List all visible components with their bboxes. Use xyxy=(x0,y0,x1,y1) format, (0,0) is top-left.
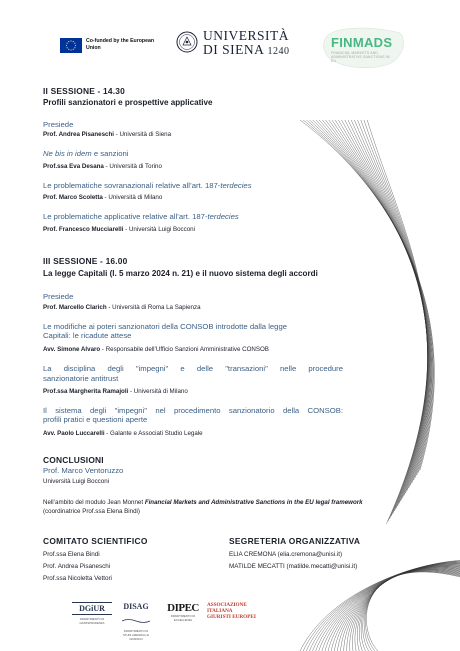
wave-line xyxy=(348,120,428,508)
wave-line xyxy=(322,564,460,651)
eu-star-icon xyxy=(73,41,74,42)
wave-line xyxy=(350,568,460,651)
wave-line xyxy=(322,120,430,488)
speaker-name: Prof.ssa Margherita Ramajoli xyxy=(43,388,129,395)
finmads-logo-title: FINMADS xyxy=(331,35,393,50)
session2-talk-3 xyxy=(43,212,239,221)
wave-line xyxy=(325,565,460,651)
conclusions-aff: Università Luigi Bocconi xyxy=(43,478,110,485)
eu-star-icon xyxy=(68,41,69,42)
wave-line xyxy=(363,571,460,651)
wave-line xyxy=(364,120,428,521)
siena-logo-text xyxy=(203,29,313,59)
wave-line xyxy=(316,120,431,483)
speaker-aff: - Università di Milano xyxy=(128,388,188,395)
session3-chair-name: Prof. Marcello Clarich xyxy=(43,304,107,311)
session2-title: Profili sanzionatori e prospettive applicative xyxy=(43,98,213,107)
talk-title-italic: terdecies xyxy=(220,181,252,190)
wave-line xyxy=(309,562,460,651)
committee-heading: COMITATO SCIENTIFICO xyxy=(43,536,148,546)
eu-star-icon xyxy=(70,40,71,41)
disag-logo xyxy=(120,602,152,641)
dgiur-logo-text: DGiUR xyxy=(72,602,112,615)
speaker-name: Avv. Simone Alvaro xyxy=(43,346,101,353)
eu-star-icon xyxy=(67,43,68,44)
wave-line xyxy=(332,120,429,496)
speaker-name: Avv. Paolo Luccarelli xyxy=(43,430,105,437)
session3-title: La legge Capitali (l. 5 marzo 2024 n. 21) e il nuovo sistema degli accordi xyxy=(43,269,318,278)
session2-talk-2 xyxy=(43,181,252,190)
session3-talk-2 xyxy=(43,364,343,373)
wave-line xyxy=(338,120,428,501)
disag-logo-sub: DIPARTIMENTO DI STUDI AZIENDALI E GIURIDICI xyxy=(122,629,150,641)
wave-line xyxy=(344,568,460,651)
session2-speaker-2 xyxy=(43,194,162,201)
session3-talk-2-line2: sanzionatorie antitrust xyxy=(43,374,119,383)
session2-speaker-3 xyxy=(43,226,195,233)
dipec-logo-text: DIPEC xyxy=(167,602,199,614)
session2-chair-label: Presiede xyxy=(43,120,74,129)
session3-talk-1 xyxy=(43,322,343,341)
secretariat-heading: SEGRETERIA ORGANIZZATIVA xyxy=(229,536,361,546)
speaker-aff: - Galante e Associati Studio Legale xyxy=(104,430,203,437)
aige-logo xyxy=(207,602,267,632)
wave-line xyxy=(313,120,432,480)
wave-line xyxy=(345,120,428,506)
talk-title-italic: terdecies xyxy=(207,212,239,221)
siena-seal-icon xyxy=(176,31,198,53)
aige-line2: ITALIANA xyxy=(207,608,233,614)
wave-line xyxy=(335,120,429,498)
wave-line xyxy=(359,570,460,651)
talk-title-italic: Ne bis in idem xyxy=(43,149,92,158)
speaker-aff: - Università Luigi Bocconi xyxy=(123,226,195,233)
wave-line xyxy=(306,561,460,651)
wave-line xyxy=(355,569,460,651)
eu-star-icon xyxy=(74,47,75,48)
wave-line xyxy=(319,564,460,651)
speaker-name: Prof.ssa Eva Desana xyxy=(43,163,104,170)
wave-line xyxy=(352,569,460,651)
eu-star-icon xyxy=(66,45,67,46)
session2-heading: II SESSIONE - 14.30 xyxy=(43,86,126,96)
talk-title-line2: profili pratici e questioni aperte xyxy=(43,415,148,425)
session2-chair xyxy=(43,131,171,138)
finmads-logo-subtitle: FINANCIAL MARKETS AND ADMINISTRATIVE SANCTIONS IN EU xyxy=(331,51,390,63)
aige-line1: ASSOCIAZIONE xyxy=(207,602,247,608)
disag-wave-icon xyxy=(120,618,152,624)
note-suffix: (coordinatrice Prof.ssa Elena Bindi) xyxy=(43,508,140,515)
wave-line xyxy=(334,566,460,651)
session3-chair-aff: - Università di Roma La Sapienza xyxy=(106,304,201,311)
dipec-logo xyxy=(165,602,201,632)
talk-title-line2: Capitali: le ricadute attese xyxy=(43,331,132,341)
eu-star-icon xyxy=(67,47,68,48)
header xyxy=(0,0,460,80)
session3-heading: III SESSIONE - 16.00 xyxy=(43,256,128,266)
session3-chair xyxy=(43,304,201,311)
secretariat-member: ELIA CREMONA (elia.cremona@unisi.it) xyxy=(229,551,343,558)
wave-line xyxy=(366,572,460,651)
session3-speaker-3 xyxy=(43,430,203,437)
aige-line3: GIURISTI EUROPEI xyxy=(207,614,256,620)
session3-chair-label: Presiede xyxy=(43,292,74,301)
session2-talk-1 xyxy=(43,149,128,158)
wave-line xyxy=(312,563,460,651)
speaker-name: Prof. Marco Scoletta xyxy=(43,194,103,201)
wave-line xyxy=(365,572,460,651)
dgiur-logo-sub: DIPARTIMENTO DI GIURISPRUDENZA xyxy=(79,617,105,625)
talk-title: Le problematiche applicative relative all’art. 187- xyxy=(43,212,208,221)
wave-line xyxy=(300,560,460,651)
wave-line xyxy=(341,567,460,651)
eu-star-icon xyxy=(73,49,74,50)
wave-line xyxy=(328,565,460,651)
wave-line xyxy=(331,566,460,651)
jean-monnet-note xyxy=(43,498,368,516)
siena-line2-wrap xyxy=(203,43,313,59)
conclusions-heading: CONCLUSIONI xyxy=(43,455,104,465)
wave-line xyxy=(358,120,428,516)
dipec-logo-sub: DIPARTIMENTO DI ECCELLENZA xyxy=(170,614,196,622)
eu-flag-icon xyxy=(60,38,82,53)
wave-line xyxy=(354,120,427,514)
wave-line xyxy=(319,120,431,485)
wave-line xyxy=(329,120,430,493)
eu-star-icon xyxy=(70,49,71,50)
session2-chair-name: Prof. Andrea Pisaneschi xyxy=(43,131,114,138)
siena-line1: UNIVERSITÀ xyxy=(203,28,289,43)
disag-logo-text: DISAG xyxy=(123,602,149,611)
wave-line xyxy=(316,563,460,651)
talk-title: Le problematiche sovranazionali relative all’art. 187- xyxy=(43,181,221,190)
note-prefix: Nell’ambito del modulo Jean Monnet xyxy=(43,499,145,506)
talk-title-rest: e sanzioni xyxy=(91,149,129,158)
speaker-aff: - Università di Milano xyxy=(102,194,163,201)
session3-speaker-1 xyxy=(43,346,269,353)
wave-line xyxy=(367,120,427,524)
wave-line xyxy=(342,120,429,503)
eu-cofunded-label: Co-funded by the European Union xyxy=(86,38,155,51)
wave-line xyxy=(326,120,430,490)
wave-line xyxy=(361,570,460,651)
siena-line2: DI SIENA xyxy=(203,42,264,57)
wave-line xyxy=(361,120,428,519)
wave-line xyxy=(364,571,460,651)
committee-member: Prof.ssa Elena Bindi xyxy=(43,551,100,558)
speaker-aff: - Responsabile dell’Ufficio Sanzioni Amministrative CONSOB xyxy=(100,346,269,353)
committee-member: Prof.ssa Nicoletta Vettori xyxy=(43,575,112,582)
committee-member: Prof. Andrea Pisaneschi xyxy=(43,563,111,570)
talk-title-line1: La disciplina degli "impegni" e delle "transazioni" nelle procedure xyxy=(43,364,343,373)
speaker-aff: - Università di Torino xyxy=(103,163,162,170)
note-italic: Financial Markets and Administrative Sanctions in the EU legal framework xyxy=(144,499,363,506)
dgiur-logo xyxy=(72,602,112,632)
session3-talk-3 xyxy=(43,406,343,425)
wave-line xyxy=(303,561,460,651)
talk-title-line1: Il sistema degli "impegni" nel procedimento sanzionatorio della CONSOB: xyxy=(43,406,343,415)
talk-title-line1: Le modifiche ai poteri sanzionatori della CONSOB introdotte dalla legge xyxy=(43,322,288,331)
wave-line xyxy=(351,120,428,511)
eu-star-icon xyxy=(74,43,75,44)
session2-speaker-1 xyxy=(43,163,162,170)
secretariat-member: MATILDE MECATTI (matilde.mecatti@unisi.it) xyxy=(229,563,358,570)
speaker-name: Prof. Francesco Mucciarelli xyxy=(43,226,124,233)
eu-star-icon xyxy=(75,45,76,46)
eu-star-icon xyxy=(68,49,69,50)
wave-line xyxy=(357,570,460,651)
conclusions-name: Prof. Marco Ventoruzzo xyxy=(43,466,124,475)
wave-line xyxy=(347,568,460,651)
wave-line xyxy=(337,567,460,651)
session3-speaker-2 xyxy=(43,388,188,395)
siena-year: 1240 xyxy=(267,46,290,57)
session2-chair-aff: - Università di Siena xyxy=(113,131,172,138)
